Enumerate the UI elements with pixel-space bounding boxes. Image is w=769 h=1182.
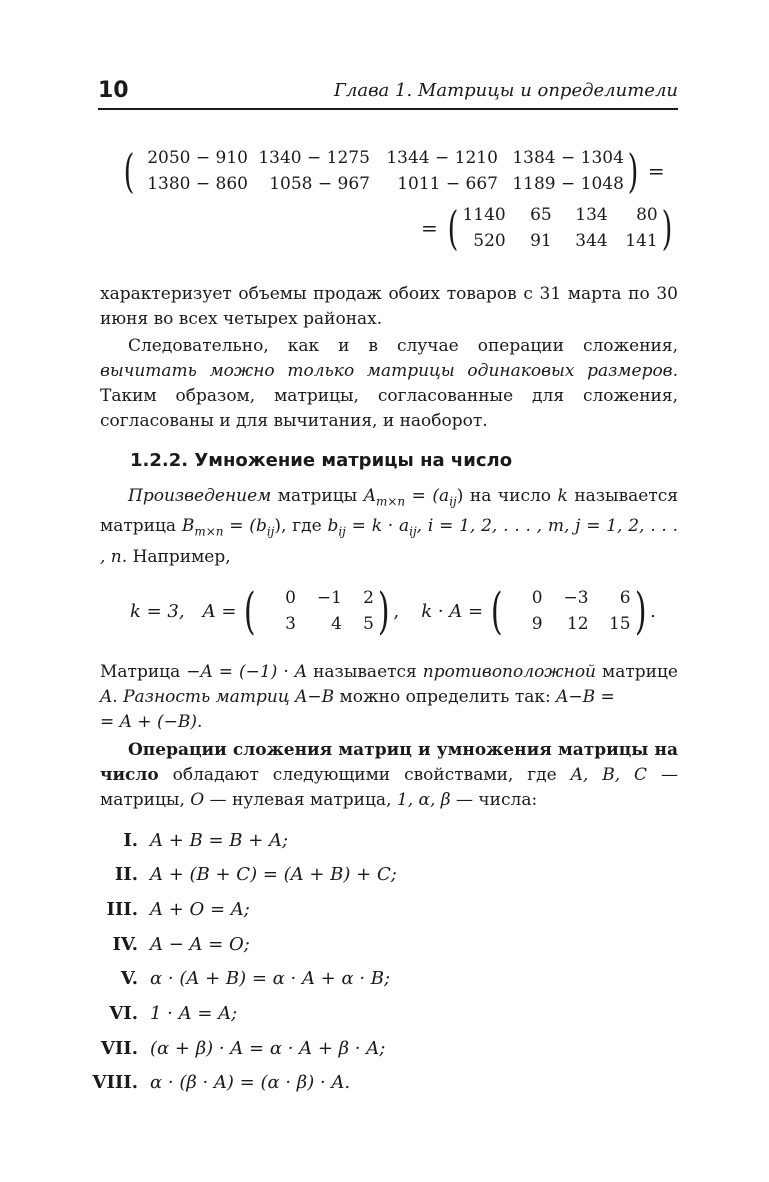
matrix-cell: 12: [566, 614, 589, 634]
math-subscript: ij: [449, 494, 457, 509]
matrix-cell: 2: [363, 588, 374, 608]
math-text: A: [363, 486, 376, 506]
term-text: Произведением: [128, 486, 272, 506]
math-text: 1, α, β: [396, 790, 451, 810]
math-text: −A = (−1) · A: [186, 662, 308, 682]
math-text: A: [100, 687, 113, 707]
math-subscript: ij: [409, 524, 417, 539]
matrix-cell: 1011 − 667: [397, 174, 498, 194]
term-text: противоположной: [422, 662, 597, 682]
paragraph-text: характеризует объемы продаж обоих товаров с 31 марта по 30 июня во всех четырех районах.: [100, 284, 678, 329]
math-subscript: m×n: [194, 524, 224, 539]
matrix-cell: 134: [575, 205, 608, 225]
math-subscript: ij: [338, 524, 346, 539]
header-rule: [98, 108, 678, 110]
difference-matrix: [120, 144, 671, 198]
text: .: [112, 687, 124, 707]
math-text: A, B, C: [570, 765, 648, 785]
matrix-cell: 1140: [462, 205, 506, 225]
math-subscript: ij: [266, 524, 275, 539]
property-expression: A + (B + C) = (A + B) + C;: [150, 864, 397, 885]
matrix-cell: 3: [285, 614, 296, 634]
emphasis-text: вычитать можно только матрицы одинаковых размеров: [100, 361, 673, 381]
result-matrix: [415, 201, 676, 255]
matrix-cell: 4: [331, 614, 342, 634]
matrix-cell: 1384 − 1304: [512, 148, 624, 168]
matrix-cell: 0: [285, 588, 296, 608]
text: ) на число: [456, 486, 558, 506]
property-number: VI.: [109, 1003, 138, 1024]
text: — матрицы,: [100, 765, 678, 810]
text: Следовательно, как и в случае операции сложения,: [128, 336, 678, 356]
text: — числа:: [450, 790, 538, 810]
text: можно определить так:: [334, 687, 557, 707]
property-number: VIII.: [92, 1072, 138, 1093]
right-paren: ): [627, 144, 639, 198]
paragraph-definition: [100, 484, 678, 570]
a-label: A =: [202, 600, 237, 622]
text: называется: [307, 662, 423, 682]
property-expression: α · (A + B) = α · A + α · B;: [150, 968, 391, 989]
left-paren: (: [244, 582, 257, 640]
matrix-cell: 5: [363, 614, 374, 634]
math-text: = (a: [405, 486, 450, 506]
equals-sign: =: [647, 159, 665, 183]
matrix-ka-grid: [507, 586, 631, 636]
text: обладают следующими свойствами, где: [158, 765, 571, 785]
matrix-cell: 91: [530, 231, 552, 251]
math-text: , i = 1, 2, . . . , m,: [416, 516, 570, 537]
math-text: B: [181, 516, 195, 537]
matrix-cell: 1344 − 1210: [386, 148, 498, 168]
left-paren: (: [123, 144, 135, 198]
text: . Например,: [121, 546, 231, 567]
page-number: 10: [98, 78, 129, 103]
property-number: III.: [106, 899, 138, 920]
matrix-cell: 1189 − 1048: [512, 174, 624, 194]
matrix-cell: −1: [316, 588, 342, 608]
matrix-cell: 1058 − 967: [269, 174, 370, 194]
text: ), где: [274, 516, 328, 537]
matrix-cell: 15: [608, 614, 631, 634]
math-text: = (b: [223, 516, 267, 537]
property-number: VII.: [100, 1038, 138, 1059]
property-expression: A + O = A;: [150, 899, 250, 920]
right-paren: ): [661, 201, 673, 255]
ka-label: k · A =: [421, 600, 484, 622]
text: . Таким образом, матрицы, согласованные для сложения, согласованы и для вычитания, и наоборот.: [100, 361, 678, 431]
property-expression: A + B = B + A;: [150, 830, 289, 851]
right-paren: ): [634, 582, 647, 640]
equals-sign: =: [421, 216, 438, 240]
paragraph-body: [100, 738, 678, 813]
left-paren: (: [447, 201, 459, 255]
chapter-title: Глава 1. Матрицы и определители: [333, 80, 678, 101]
math-text: A−B =: [556, 687, 615, 707]
matrix-cell: 344: [575, 231, 608, 251]
matrix-cell: 141: [625, 231, 658, 251]
left-paren: (: [490, 582, 503, 640]
k-value: k = 3,: [130, 600, 185, 622]
math-text: = k · a: [345, 516, 410, 537]
text: — нулевая матрица,: [204, 790, 397, 810]
math-text: k: [557, 486, 568, 506]
paragraph-body: [100, 484, 678, 570]
text: Матрица: [100, 662, 187, 682]
matrix-a-grid: [260, 586, 374, 636]
property-number: II.: [114, 864, 138, 885]
period: .: [650, 600, 656, 622]
math-text: O: [190, 790, 205, 810]
text: матрице: [596, 662, 678, 682]
term-text: Разность матриц: [123, 687, 290, 707]
paragraph-sales: [100, 282, 678, 332]
text: .: [196, 712, 203, 732]
matrix-cell: 65: [530, 205, 552, 225]
property-number: IV.: [112, 934, 138, 955]
math-text: b: [327, 516, 339, 537]
paragraph-opposite: [100, 660, 678, 735]
matrix-cell: −3: [563, 588, 589, 608]
right-paren: ): [377, 582, 390, 640]
math-text: = A + (−B): [100, 712, 197, 732]
text: матрицы: [271, 486, 364, 506]
property-expression: α · (β · A) = (α · β) · A.: [150, 1072, 351, 1093]
math-text: A−B: [295, 687, 335, 707]
matrix-cell: 1380 − 860: [147, 174, 248, 194]
property-number: V.: [120, 968, 138, 989]
property-expression: 1 · A = A;: [150, 1003, 238, 1024]
matrix-cell: 80: [636, 205, 658, 225]
matrix-cell: 2050 − 910: [147, 148, 248, 168]
paragraph-subtraction: [100, 334, 678, 434]
result-matrix-grid: [462, 203, 658, 253]
property-expression: A − A = O;: [150, 934, 250, 955]
matrix-cell: 520: [473, 231, 506, 251]
running-header: [98, 78, 678, 108]
paragraph-body: [100, 334, 678, 434]
matrix-cell: 0: [531, 588, 543, 608]
comma: ,: [393, 600, 400, 622]
bold-text: Операции сложения матриц и умножения матрицы на число: [100, 740, 678, 785]
paragraph-properties: [100, 738, 678, 813]
math-subscript: m×n: [376, 494, 406, 509]
matrix-cell: 1340 − 1275: [258, 148, 370, 168]
property-expression: (α + β) · A = α · A + β · A;: [150, 1038, 386, 1059]
section-heading: 1.2.2. Умножение матрицы на число: [130, 450, 513, 471]
property-number: I.: [123, 830, 138, 851]
difference-matrix-grid: [138, 146, 624, 196]
matrix-cell: 9: [531, 614, 543, 634]
math-text: j = 1, 2, . . . , n: [100, 516, 679, 567]
matrix-cell: 6: [619, 588, 631, 608]
example-formula: [130, 582, 656, 640]
text: называется матрица: [100, 486, 679, 537]
